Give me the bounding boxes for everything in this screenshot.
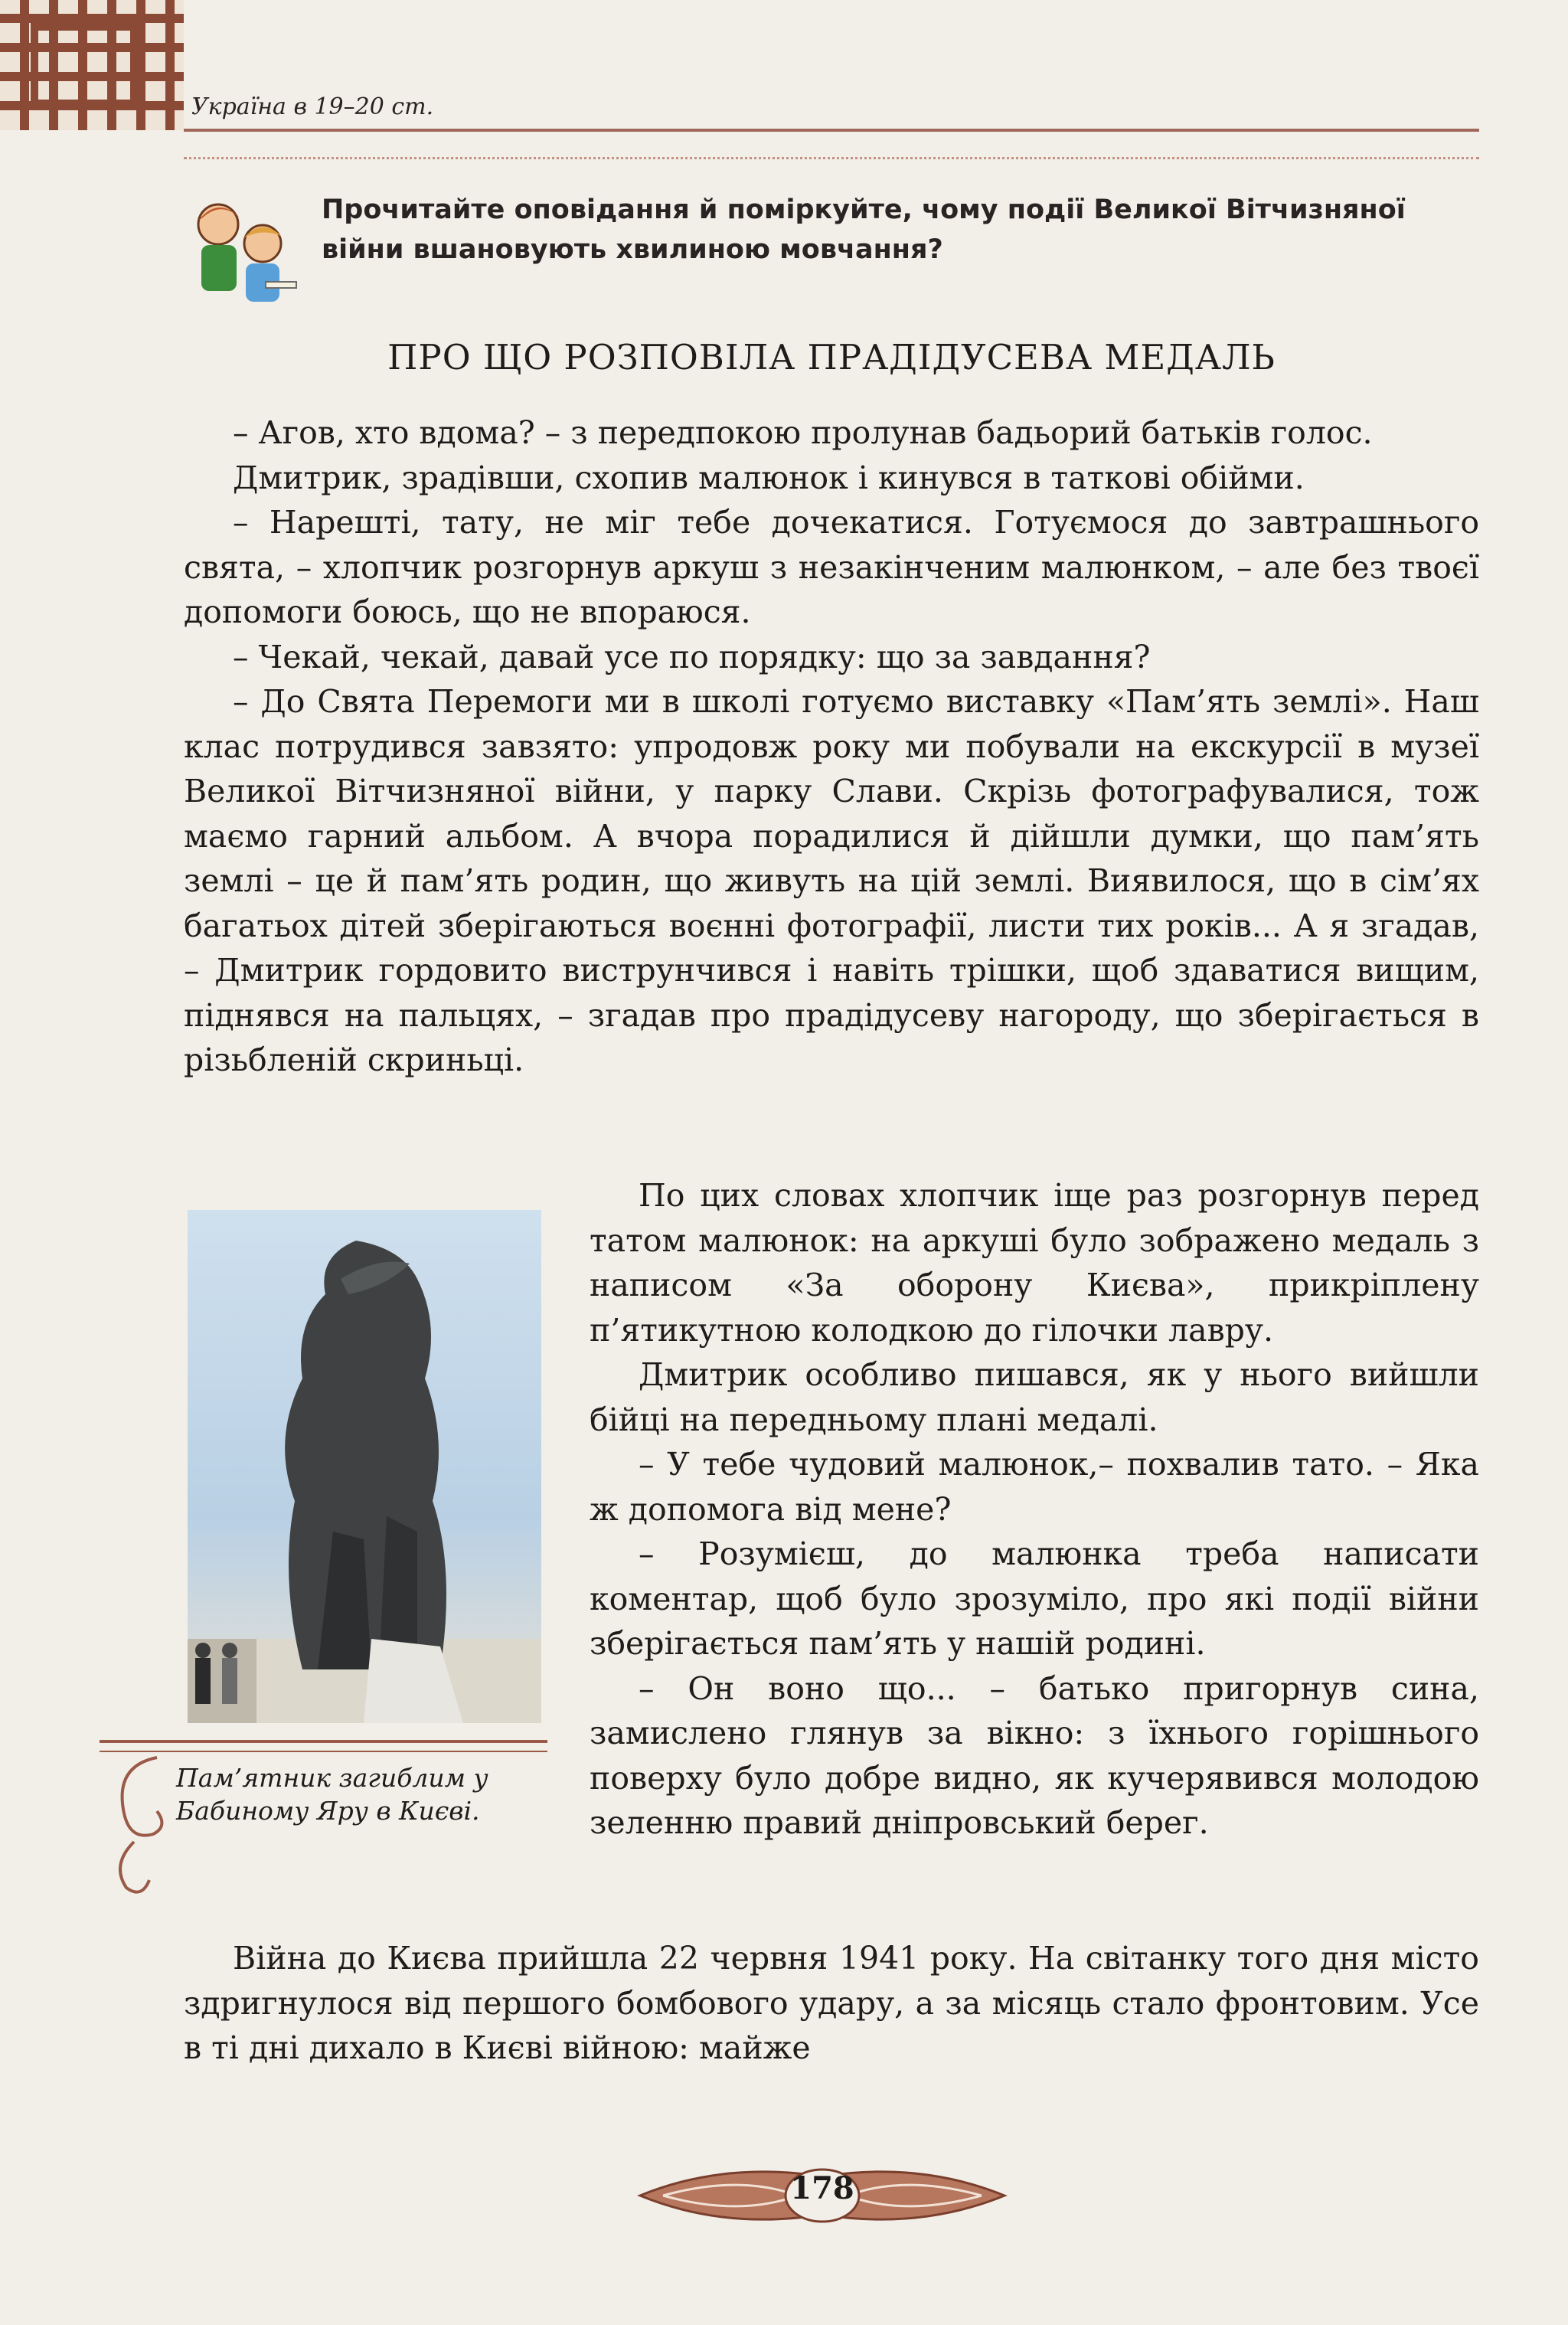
paragraph: – Он воно що... – батько пригорнув сина, замислено глянув за вікно: з їхнього горішнього поверху було добре видно, як кучерявився молодою зеленню правий дніпровський берег. — [590, 1669, 1479, 1841]
caption-swirl-ornament — [103, 1750, 172, 1903]
story-text-top — [184, 410, 1479, 1083]
page-number: 178 — [790, 2170, 854, 2206]
paragraph: – До Свята Перемоги ми в школі готуємо виставку «Пам’ять землі». Наш клас потрудився завзято: упродовж року ми побували на екскурсії в музеї Великої Вітчизняної війни, у парку Слави. Скрізь фотографувалися, тож маємо гарний альбом. А вчора порадилися й дійшли думки, що пам’ять землі – це й пам’ять родин, що живуть на цій землі. Виявилося, що в сім’ях багатьох дітей зберігаються воєнні фотографії, листи тих років... А я згадав, – Дмитрик гордовито виструнчився і навіть трішки, щоб здаватися вищим, піднявся на пальцях, – згадав про прадідусеву нагороду, що зберігається в різьбленій скриньці. — [184, 683, 1479, 1078]
monument-photo — [188, 1210, 541, 1723]
corner-ornament — [0, 0, 184, 130]
story-text-bottom — [184, 1936, 1479, 2071]
paragraph: Дмитрик особливо пишався, як у нього вийшли бійці на передньому плані медалі. — [590, 1356, 1479, 1438]
header-dotted-divider — [184, 157, 1479, 159]
section-header: Україна в 19–20 ст. — [191, 93, 434, 120]
paragraph: – Агов, хто вдома? – з передпокою пролунав бадьорий батьків голос. — [233, 414, 1373, 451]
paragraph: Війна до Києва прийшла 22 червня 1941 року. На світанку того дня місто здригнулося від першого бомбового удару, а за місяць стало фронтовим. Усе в ті дні дихало в Києві війною: майже — [184, 1940, 1479, 2066]
photo-caption: Пам’ятник загиблим у Бабиному Яру в Києві. — [176, 1763, 488, 1826]
paragraph: – У тебе чудовий малюнок,– похвалив тато. – Яка ж допомога від мене? — [590, 1446, 1479, 1528]
paragraph: – Нарешті, тату, не міг тебе дочекатися. Готуємося до завтрашнього свята, – хлопчик розгорнув аркуш з незакінченим малюнком, – але без твоєї допомоги боюсь, що не впораюся. — [184, 504, 1479, 630]
paragraph: – Розумієш, до малюнка треба написати коментар, щоб було зрозуміло, про які події війни зберігається пам’ять у нашій родині. — [590, 1535, 1479, 1662]
paragraph: По цих словах хлопчик іще раз розгорнув перед татом малюнок: на аркуші було зображено медаль з написом «За оборону Києва», прикріплену п’ятикутною колодкою до гілочки лавру. — [590, 1177, 1479, 1349]
paragraph: Дмитрик, зрадівши, схопив малюнок і кинувся в таткові обійми. — [233, 459, 1305, 496]
paragraph: – Чекай, чекай, давай усе по порядку: що за завдання? — [233, 638, 1151, 675]
task-prompt: Прочитайте оповідання й поміркуйте, чому події Великої Вітчизняної війни вшановують хвилиною мовчання? — [322, 195, 1406, 265]
story-text-right — [590, 1173, 1479, 1846]
header-rule — [184, 129, 1479, 132]
story-title: ПРО ЩО РОЗПОВІЛА ПРАДІДУСЕВА МЕДАЛЬ — [387, 337, 1276, 378]
reading-children-icon — [180, 190, 302, 312]
